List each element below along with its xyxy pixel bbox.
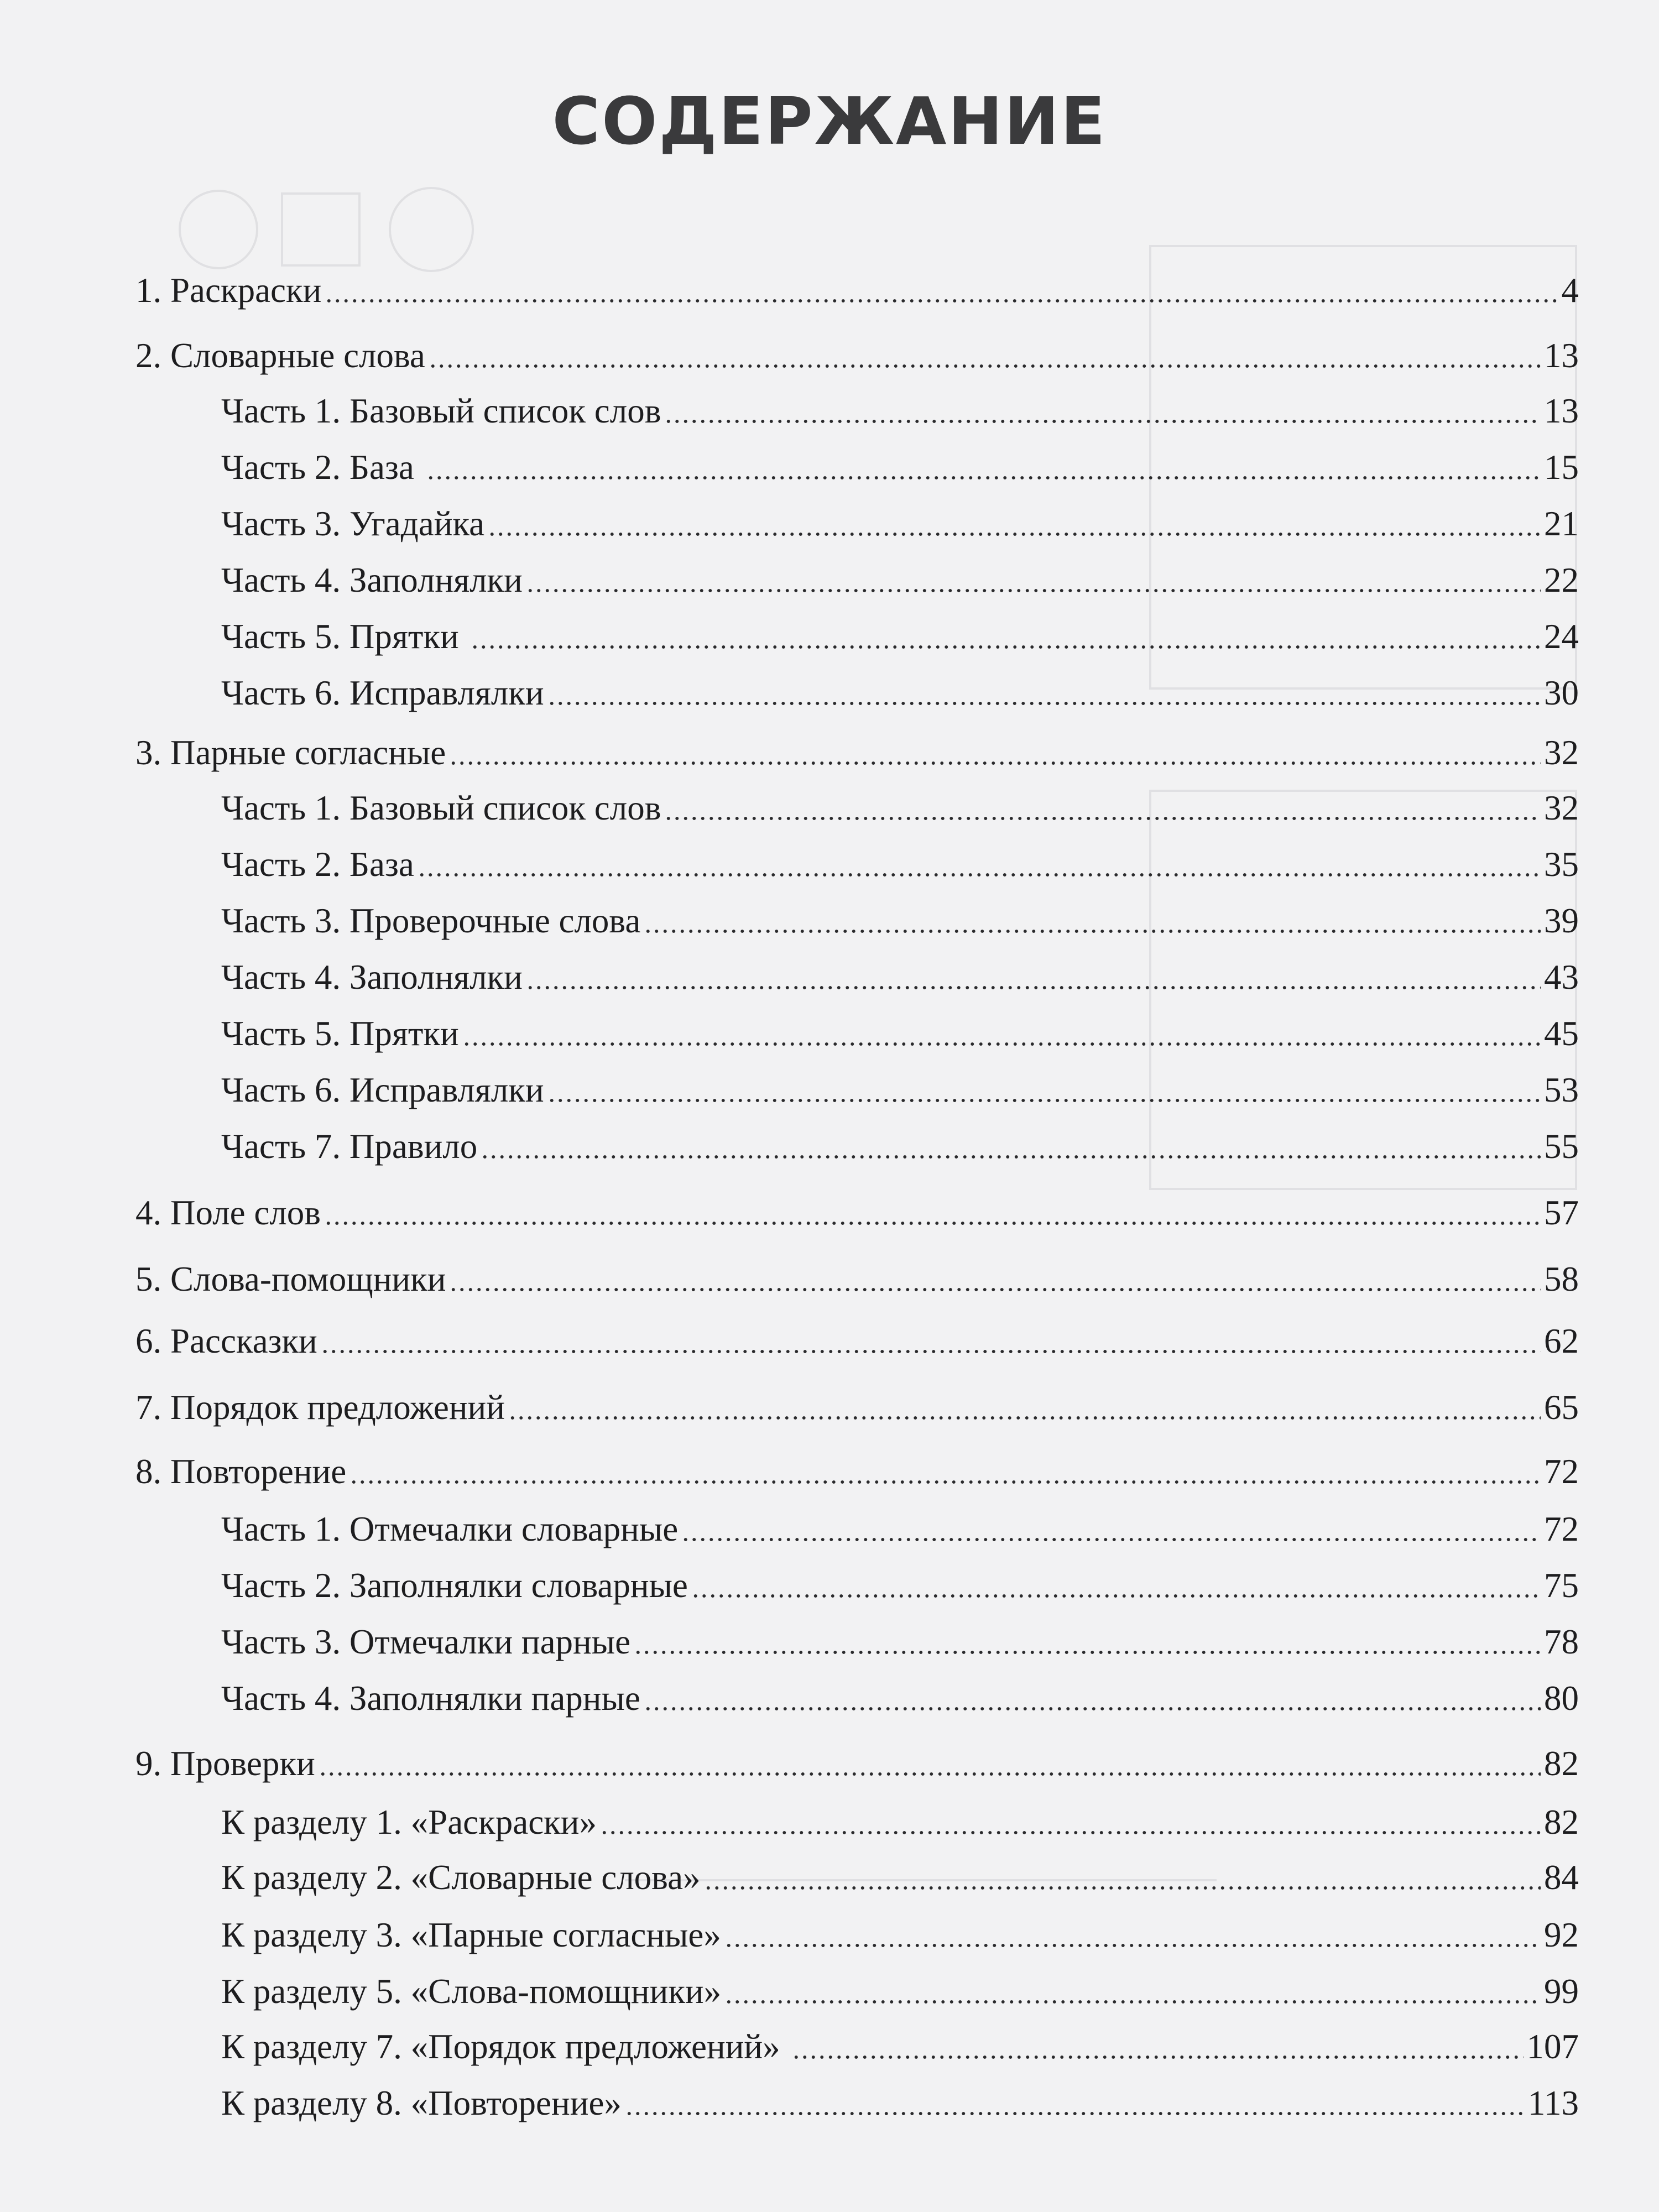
toc-entry-label: Часть 6. Исправлялки (221, 674, 544, 712)
toc-subentry (135, 1620, 1579, 1664)
toc-entry-label: Часть 6. Исправлялки (221, 1071, 544, 1109)
dot-leader (471, 645, 1541, 649)
dot-leader (644, 930, 1541, 933)
toc-entry-label: 7. Порядок предложений (135, 1388, 505, 1427)
toc-entry-label: Часть 3. Отмечалки парные (221, 1623, 631, 1661)
toc-entry-page-number: 43 (1544, 958, 1579, 997)
toc-entry-page-number: 72 (1544, 1452, 1579, 1491)
toc-entry (135, 1257, 1579, 1301)
toc-entry-label: Часть 1. Базовый список слов (221, 392, 661, 430)
toc-entry-page-number: 13 (1544, 392, 1579, 430)
dot-leader (488, 533, 1541, 536)
toc-entry-label: 9. Проверки (135, 1744, 315, 1783)
toc-entry (135, 1319, 1579, 1363)
toc-subentry (135, 389, 1579, 433)
toc-entry-page-number: 45 (1544, 1014, 1579, 1053)
toc-entry-page-number: 57 (1544, 1193, 1579, 1232)
toc-entry-page-number: 15 (1544, 448, 1579, 487)
toc-subentry (135, 1068, 1579, 1112)
toc-subentry (135, 671, 1579, 715)
toc-entry-page-number: 30 (1544, 674, 1579, 712)
toc-entry-page-number: 72 (1544, 1510, 1579, 1548)
toc-entry-label: Часть 3. Угадайка (221, 504, 485, 543)
toc-subentry (135, 1676, 1579, 1720)
toc-entry-page-number: 75 (1544, 1566, 1579, 1605)
toc-entry-label: Часть 5. Прятки (221, 617, 468, 656)
dot-leader (462, 1042, 1541, 1046)
toc-entry-page-number: 35 (1544, 845, 1579, 884)
toc-entry-page-number: 92 (1544, 1916, 1579, 1954)
toc-entry-label: Часть 1. Базовый список слов (221, 789, 661, 827)
toc-entry (135, 1449, 1579, 1494)
toc-entry-page-number: 32 (1544, 733, 1579, 772)
toc-entry-page-number: 82 (1544, 1803, 1579, 1841)
toc-entry-label: Часть 4. Заполнялки парные (221, 1679, 640, 1718)
toc-entry-page-number: 24 (1544, 617, 1579, 656)
toc-entry-label: Часть 4. Заполнялки (221, 561, 523, 599)
toc-entry-page-number: 4 (1561, 271, 1579, 310)
dot-leader (429, 364, 1541, 368)
toc-subentry (135, 786, 1579, 830)
dot-leader (691, 1594, 1541, 1598)
toc-entry-label: Часть 1. Отмечалки словарные (221, 1510, 679, 1548)
dot-leader (449, 1288, 1541, 1291)
dot-leader (681, 1538, 1541, 1541)
toc-entry (135, 731, 1579, 775)
toc-entry (135, 1385, 1579, 1430)
toc-entry-page-number: 107 (1526, 2027, 1579, 2066)
dot-leader (426, 476, 1541, 479)
dot-leader (704, 1886, 1541, 1890)
dot-leader (664, 817, 1541, 820)
toc-entry-page-number: 58 (1544, 1260, 1579, 1298)
toc-entry-page-number: 84 (1544, 1858, 1579, 1897)
dot-leader (644, 1707, 1541, 1710)
toc-entry-page-number: 39 (1544, 901, 1579, 940)
toc-subentry (135, 1855, 1579, 1900)
toc-subentry (135, 1507, 1579, 1551)
toc-entry-page-number: 62 (1544, 1322, 1579, 1360)
dot-leader (324, 1222, 1541, 1225)
toc-entry-page-number: 82 (1544, 1744, 1579, 1783)
toc-entry (135, 268, 1579, 312)
toc-subentry (135, 558, 1579, 602)
dot-leader (319, 1772, 1541, 1776)
dot-leader (724, 1944, 1541, 1947)
toc-entry-label: К разделу 8. «Повторение» (221, 2084, 622, 2122)
dot-leader (418, 873, 1541, 877)
dot-leader (664, 420, 1541, 423)
toc-entry-page-number: 78 (1544, 1623, 1579, 1661)
toc-entry-label: К разделу 7. «Порядок предложений» (221, 2027, 789, 2066)
toc-entry-label: Часть 2. База (221, 448, 423, 487)
toc-entry-page-number: 22 (1544, 561, 1579, 599)
toc-entry-label: 6. Рассказки (135, 1322, 317, 1360)
toc-entry-page-number: 99 (1544, 1972, 1579, 2011)
toc-entry-label: К разделу 1. «Раскраски» (221, 1803, 597, 1841)
dot-leader (526, 589, 1541, 592)
toc-subentry (135, 445, 1579, 489)
toc-entry-label: Часть 4. Заполнялки (221, 958, 523, 997)
toc-entry-label: Часть 2. База (221, 845, 414, 884)
dot-leader (508, 1416, 1541, 1420)
toc-subentry (135, 2025, 1579, 2069)
toc-entry (135, 333, 1579, 378)
toc-subentry (135, 1124, 1579, 1168)
toc-subentry (135, 1969, 1579, 2013)
toc-subentry (135, 1800, 1579, 1844)
toc-entry-page-number: 32 (1544, 789, 1579, 827)
table-of-contents (135, 0, 1579, 2212)
toc-entry-label: Часть 7. Правило (221, 1127, 478, 1166)
dot-leader (625, 2112, 1525, 2115)
toc-entry-page-number: 80 (1544, 1679, 1579, 1718)
dot-leader (481, 1155, 1541, 1159)
toc-entry-label: 4. Поле слов (135, 1193, 321, 1232)
dot-leader (547, 702, 1541, 705)
toc-entry-label: Часть 5. Прятки (221, 1014, 459, 1053)
toc-entry (135, 1741, 1579, 1786)
dot-leader (792, 2056, 1523, 2059)
dot-leader (349, 1480, 1541, 1484)
toc-entry-label: 3. Парные согласные (135, 733, 446, 772)
toc-entry-page-number: 113 (1527, 2084, 1579, 2122)
toc-entry-page-number: 55 (1544, 1127, 1579, 1166)
toc-entry-label: 8. Повторение (135, 1452, 347, 1491)
toc-entry-label: 5. Слова-помощники (135, 1260, 446, 1298)
dot-leader (321, 1350, 1541, 1353)
toc-entry-page-number: 65 (1544, 1388, 1579, 1427)
toc-subentry (135, 1913, 1579, 1957)
toc-subentry (135, 1011, 1579, 1056)
toc-subentry (135, 2081, 1579, 2125)
toc-entry-label: 1. Раскраски (135, 271, 322, 310)
toc-entry-page-number: 13 (1544, 336, 1579, 375)
toc-entry-label: К разделу 2. «Словарные слова» (221, 1858, 701, 1897)
toc-subentry (135, 899, 1579, 943)
toc-subentry (135, 955, 1579, 999)
dot-leader (547, 1099, 1541, 1102)
toc-subentry (135, 842, 1579, 886)
toc-entry-label: Часть 2. Заполнялки словарные (221, 1566, 688, 1605)
dot-leader (526, 986, 1541, 989)
toc-entry-page-number: 53 (1544, 1071, 1579, 1109)
toc-entry-page-number: 21 (1544, 504, 1579, 543)
toc-subentry (135, 614, 1579, 659)
dot-leader (449, 761, 1541, 765)
toc-subentry (135, 1563, 1579, 1608)
dot-leader (600, 1831, 1541, 1834)
toc-entry-label: К разделу 5. «Слова-помощники» (221, 1972, 722, 2011)
toc-subentry (135, 502, 1579, 546)
page-title: СОДЕРЖАНИЕ (552, 83, 1107, 159)
toc-entry-label: К разделу 3. «Парные согласные» (221, 1916, 721, 1954)
toc-entry-label: 2. Словарные слова (135, 336, 425, 375)
dot-leader (724, 2000, 1541, 2004)
dot-leader (325, 299, 1558, 302)
toc-entry (135, 1191, 1579, 1235)
toc-entry-label: Часть 3. Проверочные слова (221, 901, 641, 940)
dot-leader (634, 1651, 1541, 1654)
